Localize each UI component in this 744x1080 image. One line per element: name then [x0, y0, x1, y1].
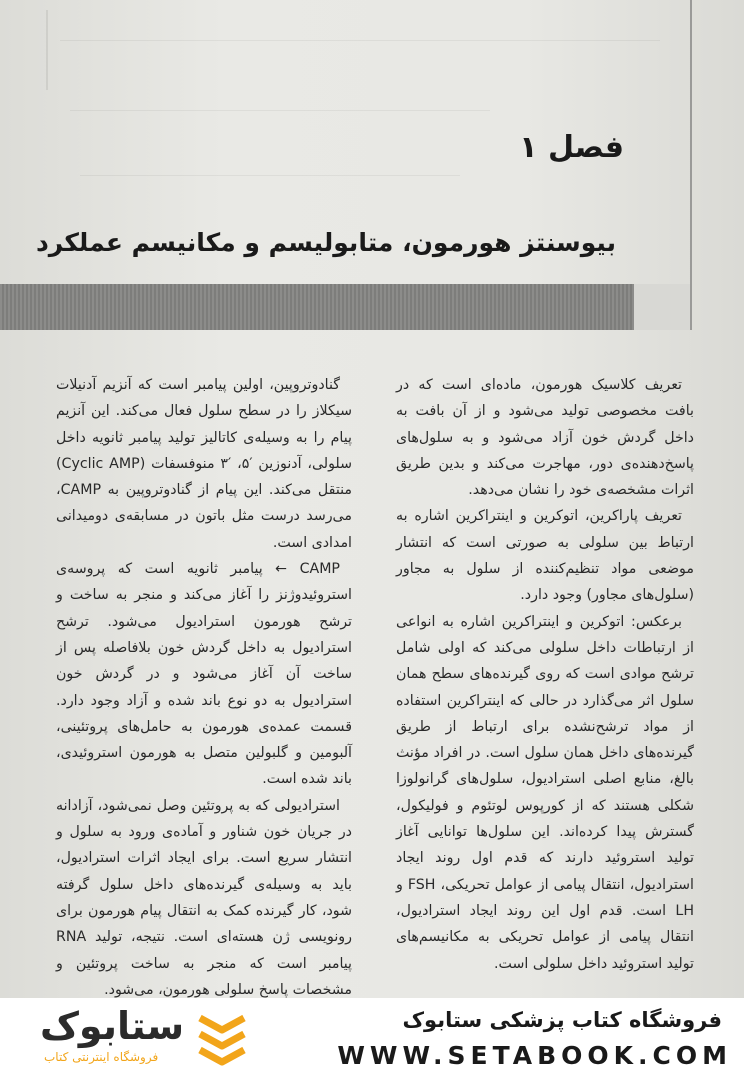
- paragraph: استرادیولی که به پروتئین وصل نمی‌شود، آزادانه در جریان خون شناور و آماده‌ی ورود به سلول و انتشار سریع است. برای ایجاد اثرات استرادیول، باید به وسیله‌ی گیرنده‌های داخل سلول گرفته شود، کار گیرنده کمک به انتقال پیام هورمون برای رونویسی ژن هسته‌ای است. نتیجه، تولید RNA پیامبر است که منجر به ساخت پروتئین و مشخصات پاسخ سلولی هورمون، می‌شود.: [56, 797, 352, 998]
- chapter-label: فصل ۱: [519, 130, 624, 165]
- paragraph: تعریف پاراکرین، اتوکرین و اینتراکرین اشاره به ارتباط بین سلولی به صورتی است که انتشار موضعی مواد تنظیم‌کننده از سلول به مجاور (سلول‌های مجاور) وجود دارد.: [396, 508, 694, 604]
- bleed-through-line: [70, 110, 490, 111]
- bleed-through-line: [80, 175, 460, 176]
- logo-subtitle: فروشگاه اینترنتی کتاب: [44, 1050, 159, 1064]
- paragraph: برعکس: اتوکرین و اینتراکرین اشاره به انواعی از ارتباطات داخل سلولی می‌کند که اولی شامل ترشح موادی است که روی گیرنده‌های سطح همان سلول اثر می‌گذارد در حالی که اینتراکرین استفاده از مواد ترشح‌نشده برای ارتباط از طریق گیرنده‌های داخل همان سلول است. در افراد مؤنث بالغ، منابع اصلی استرادیول، سلول‌های گرانولوزا شکلی هستند که از کورپوس لوتئوم و فولیکول، گسترش پیدا کرده‌اند. این سلول‌ها توانایی آغاز تولید استروئید دارند که قدم اول روند ایجاد استرادیول، انتقال پیامی از عوامل تحریکی، FSH و LH است. قدم اول این روند ایجاد استرادیول، انتقال پیامی از عوامل تحریکی به مکانیسم‌های تولید استروئید داخل سلولی است.: [396, 613, 694, 972]
- text-column-right: [396, 372, 694, 977]
- paragraph: گنادوتروپین، اولین پیامبر است که آنزیم آدنیلات سیکلاز را در سطح سلول فعال می‌کند. این آنزیم پیام را به وسیله‌ی کاتالیز تولید پیامبر ثانویه داخل سلولی، آدنوزین ′۵، ′۳ منوفسفات (Cyclic AMP) منتقل می‌کند. این پیام از گنادوتروپین به CAMP، می‌رسد درست مثل باتون در مسابقه‌ی دومیدانی امدادی است.: [56, 377, 353, 551]
- chapter-title: بیوسنتز هورمون، متابولیسم و مکانیسم عملکرد: [35, 228, 616, 257]
- header-rule: [690, 0, 692, 330]
- store-url[interactable]: WWW.SETABOOK.COM: [337, 1041, 732, 1070]
- bleed-through-line: [60, 40, 660, 41]
- logo-chevron-icon: [196, 1012, 248, 1068]
- store-footer: [0, 998, 744, 1080]
- paragraph: تعریف کلاسیک هورمون، ماده‌ای است که در بافت مخصوصی تولید می‌شود و از آن بافت به داخل گردش خون آزاد می‌شود و به سلول‌های پاسخ‌دهنده‌ی دور، مهاجرت می‌کند و بدین طریق اثرات مشخصه‌ی خود را نشان می‌دهد.: [396, 377, 694, 499]
- paragraph: CAMP ← پیامبر ثانویه است که پروسه‌ی استروئیدوژنز را آغاز می‌کند و منجر به ساخت و ترشح هورمون استرادیول می‌شود. ترشح استرادیول به داخل گردش خون بلافاصله پس از ساخت آن آغاز می‌شود و در گردش خون استرادیول به دو نوع باند شده و آزاد وجود دارد. قسمت عمده‌ی هورمون به حامل‌های پروتئینی، آلبومین و گلبولین متصل به هورمون استروئیدی، باند شده است.: [56, 561, 352, 788]
- header-band-edge: [634, 284, 690, 330]
- logo-wordmark: ستابوک: [40, 1004, 185, 1048]
- header-band: [0, 284, 634, 330]
- text-column-left: [56, 372, 352, 998]
- bleed-through-line: [46, 10, 48, 90]
- store-name: فروشگاه کتاب پزشکی ستابوک: [402, 1008, 722, 1032]
